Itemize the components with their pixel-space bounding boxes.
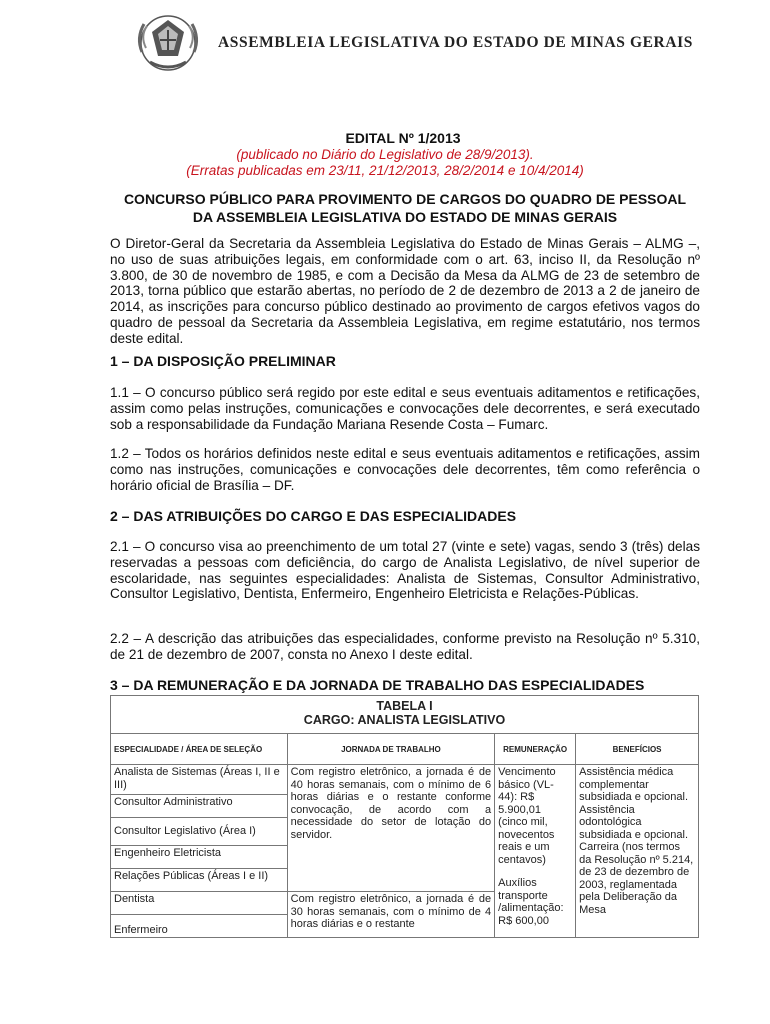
edital-number: EDITAL Nº 1/2013 <box>345 130 461 146</box>
paragraph-1-1: 1.1 – O concurso público será regido por este edital e seus eventuais aditamentos e retificações, assim como pelas instruções, comunicações e convocações dele decorrentes, e será executado sob a responsabilidade da Fundação Mariana Resende Costa – Fumarc. <box>110 385 700 432</box>
table-cell-remuneracao <box>495 765 576 938</box>
section-1-heading: 1 – DA DISPOSIÇÃO PRELIMINAR <box>110 353 336 369</box>
table-cell-beneficios: Assistência médica complementar subsidiada e opcional. Assistência odontológica subsidiada e opcional. Carreira (nos termos da Resolução nº 5.214, de 23 de dezembro de 2003, reglamentada pela Deliberação da Mesa <box>576 765 699 938</box>
table-cell-jornada-30h: Com registro eletrônico, a jornada é de 30 horas semanais, com o mínimo de 4 horas diárias e o restante <box>287 892 495 938</box>
column-header-jornada: JORNADA DE TRABALHO <box>287 734 495 765</box>
table-cell-specialty: Consultor Administrativo <box>111 795 288 818</box>
errata-note: (Erratas publicadas em 23/11, 21/12/2013, 28/2/2014 e 10/4/2014) <box>186 163 584 178</box>
column-header-especialidade: ESPECIALIDADE / ÁREA DE SELEÇÃO <box>111 734 288 765</box>
salary-table <box>110 695 699 938</box>
column-header-remuneracao: REMUNERAÇÃO <box>495 734 576 765</box>
table-cell-jornada-40h: Com registro eletrônico, a jornada é de 40 horas semanais, com o mínimo de 6 horas diárias e o restante conforme convocação, de acordo com a necessidade do setor de lotação do servidor. <box>287 765 495 892</box>
column-header-beneficios: BENEFÍCIOS <box>576 734 699 765</box>
concurso-title-line2: DA ASSEMBLEIA LEGISLATIVA DO ESTADO DE MINAS GERAIS <box>192 209 618 225</box>
table-cell-specialty: Consultor Legislativo (Área I) <box>111 818 288 846</box>
remuneracao-vencimento: Vencimento básico (VL-44): R$ 5.900,01 (cinco mil, novecentos reais e um centavos) <box>498 766 556 866</box>
table-caption-number: TABELA I <box>376 699 433 713</box>
paragraph-2-1: 2.1 – O concurso visa ao preenchimento de um total 27 (vinte e sete) vagas, sendo 3 (três) delas reservadas a pessoas com deficiência, do cargo de Analista Legislativo, de nível superior de escolaridade, nas seguintes especialidades: Analista de Sistemas, Consultor Administrativo, Consultor Legislativo, Dentista, Enfermeiro, Engenheiro Eletricista e Relações-Públicas. <box>110 539 700 602</box>
paragraph-1-2: 1.2 – Todos os horários definidos neste edital e seus eventuais aditamentos e retificações, assim como nas instruções, comunicações e convocações dele decorrentes, têm como referência o horário oficial de Brasília – DF. <box>110 446 700 493</box>
table-cell-specialty: Enfermeiro <box>111 915 288 938</box>
table-caption <box>111 696 699 734</box>
edital-heading <box>0 130 770 179</box>
concurso-title <box>110 190 700 226</box>
publication-note: (publicado no Diário do Legislativo de 28/9/2013). <box>236 147 534 162</box>
table-cell-specialty: Analista de Sistemas (Áreas I, II e III) <box>111 765 288 795</box>
table-cell-specialty: Relações Públicas (Áreas I e II) <box>111 869 288 892</box>
table-caption-cargo: CARGO: ANALISTA LEGISLATIVO <box>303 713 506 727</box>
section-3-heading: 3 – DA REMUNERAÇÃO E DA JORNADA DE TRABALHO DAS ESPECIALIDADES <box>110 677 645 693</box>
intro-paragraph: O Diretor-Geral da Secretaria da Assembleia Legislativa do Estado de Minas Gerais – ALMG –, no uso de suas atribuições legais, em conformidade com o art. 63, inciso II, da Resolução nº 3.800, de 30 de novembro de 1985, e com a Decisão da Mesa da ALMG de 23 de setembro de 2013, torna público que estarão abertas, no período de 2 de dezembro de 2013 a 2 de janeiro de 2014, as inscrições para concurso público destinado ao provimento de cargos efetivos vagos do quadro de pessoal da Secretaria da Assembleia Legislativa, em regime estatutário, nos termos deste edital. <box>110 236 700 346</box>
page-header <box>0 0 770 90</box>
coat-of-arms-icon <box>132 12 204 74</box>
paragraph-2-2: 2.2 – A descrição das atribuições das especialidades, conforme previsto na Resolução nº 5.310, de 21 de dezembro de 2007, consta no Anexo I deste edital. <box>110 631 700 662</box>
remuneracao-auxilios: Auxílios transporte /alimentação: R$ 600,00 <box>498 877 564 927</box>
table-cell-specialty: Dentista <box>111 892 288 915</box>
table-cell-specialty: Engenheiro Eletricista <box>111 846 288 869</box>
section-2-heading: 2 – DAS ATRIBUIÇÕES DO CARGO E DAS ESPECIALIDADES <box>110 508 517 524</box>
concurso-title-line1: CONCURSO PÚBLICO PARA PROVIMENTO DE CARGOS DO QUADRO DE PESSOAL <box>123 191 687 207</box>
organization-name: ASSEMBLEIA LEGISLATIVA DO ESTADO DE MINAS GERAIS <box>218 34 693 51</box>
